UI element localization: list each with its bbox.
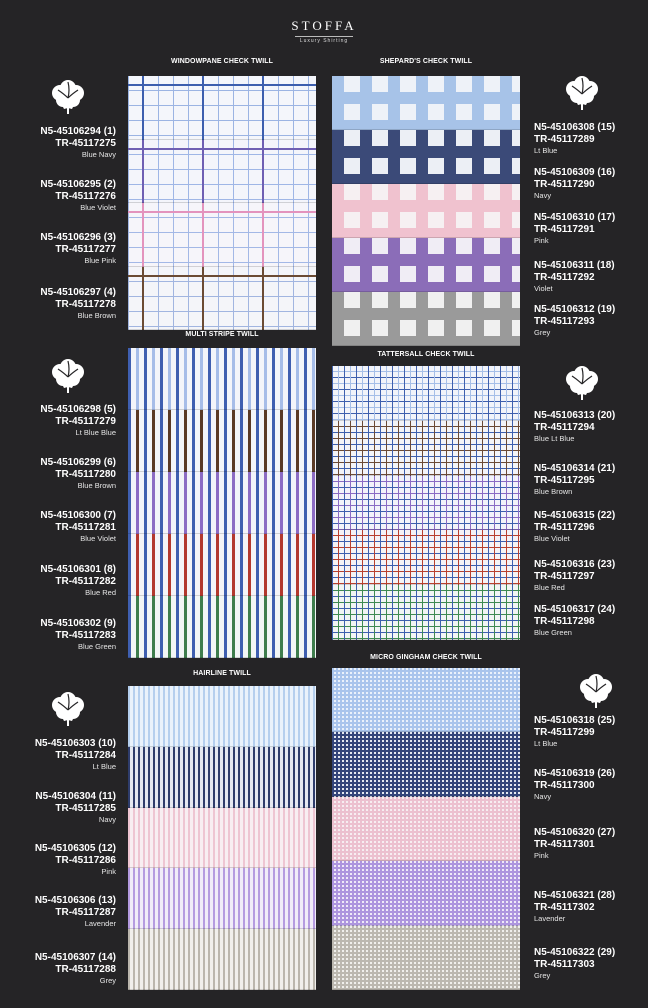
brand-tagline: Luxury Shirting [299,38,349,44]
section-title: MULTI STRIPE TWILL [185,331,259,338]
fabric-code: N5-45106299 (6) [40,457,116,468]
fabric-label [35,738,116,772]
color-name: Blue Green [78,642,116,651]
tr-code: TR-45117292 [534,272,595,283]
color-name: Blue Violet [534,534,570,543]
fabric-code: N5-45106295 (2) [40,179,116,190]
fabric-label [40,510,116,544]
tr-code: TR-45117297 [534,571,595,582]
tr-code: TR-45117302 [534,902,595,913]
color-name: Blue Brown [77,311,116,320]
color-name: Grey [534,328,551,337]
brand-header [0,18,648,44]
fabric-label [534,510,615,544]
fabric-code: N5-45106312 (19) [534,304,616,315]
fabric-label [35,895,116,929]
section-title: SHEPARD'S CHECK TWILL [379,58,473,65]
fabric-code: N5-45106298 (5) [40,404,116,415]
fabric-code: N5-45106319 (26) [534,768,616,779]
color-name: Grey [534,971,551,980]
fabric-code: N5-45106306 (13) [34,895,116,906]
fabric-label [534,947,615,981]
fabric-code: N5-45106314 (21) [534,463,616,474]
tr-code: TR-45117303 [534,959,595,970]
fabric-swatch[interactable] [332,292,520,346]
brand-divider [295,36,353,37]
fabric-code: N5-45106318 (25) [534,715,616,726]
color-name: Blue Brown [77,481,116,490]
fabric-swatch[interactable] [332,476,520,531]
fabric-label [534,768,615,802]
color-name: Blue Violet [80,534,116,543]
fabric-swatch[interactable] [128,868,316,929]
fabric-swatch[interactable] [128,76,316,140]
color-name: Blue Pink [84,256,116,265]
fabric-label [534,827,615,861]
tr-code: TR-45117283 [55,630,116,641]
color-name: Navy [534,191,552,200]
color-name: Pink [101,867,116,876]
fabric-swatch[interactable] [332,668,520,732]
fabric-label [40,232,116,266]
fabric-swatch[interactable] [332,421,520,476]
fabric-label [534,715,615,749]
fabric-swatch[interactable] [332,797,520,861]
fabric-code: N5-45106305 (12) [34,843,116,854]
fabric-swatch[interactable] [332,585,520,640]
section-title: MICRO GINGHAM CHECK TWILL [370,654,482,661]
tr-code: TR-45117282 [55,576,116,587]
fabric-swatch[interactable] [128,203,316,267]
cotton-boll-icon [562,364,602,402]
swatch-column [332,76,520,346]
tr-code: TR-45117300 [534,780,595,791]
tr-code: TR-45117285 [55,803,116,814]
fabric-code: N5-45106307 (14) [34,952,116,963]
fabric-code: N5-45106294 (1) [40,126,116,137]
cotton-boll-icon [48,78,88,116]
fabric-swatch[interactable] [332,861,520,925]
fabric-code: N5-45106317 (24) [534,604,616,615]
tr-code: TR-45117276 [55,191,116,202]
fabric-label [534,122,615,156]
tr-code: TR-45117296 [534,522,595,533]
color-name: Navy [534,792,552,801]
fabric-code: N5-45106300 (7) [40,510,116,521]
fabric-label [534,260,615,294]
fabric-swatch[interactable] [128,929,316,990]
color-name: Blue Lt Blue [534,434,575,443]
fabric-label [40,457,116,491]
tr-code: TR-45117275 [55,138,116,149]
fabric-code: N5-45106311 (18) [534,260,615,271]
fabric-swatch[interactable] [128,534,316,596]
fabric-label [534,167,615,201]
fabric-swatch[interactable] [128,410,316,472]
fabric-code: N5-45106313 (20) [534,410,616,421]
fabric-code: N5-45106321 (28) [534,890,616,901]
color-name: Navy [98,815,116,824]
fabric-label [534,463,615,497]
fabric-swatch[interactable] [128,140,316,204]
color-name: Blue Green [534,628,572,637]
color-name: Grey [99,976,116,985]
cotton-boll-icon [48,357,88,395]
tr-code: TR-45117295 [534,475,595,486]
tr-code: TR-45117284 [55,750,116,761]
fabric-swatch[interactable] [128,686,316,747]
color-name: Lt Blue Blue [75,428,116,437]
tr-code: TR-45117289 [534,134,595,145]
cotton-boll-icon [562,74,602,112]
fabric-swatch[interactable] [128,596,316,658]
fabric-swatch[interactable] [332,926,520,990]
brand-name: STOFFA [291,18,357,33]
swatch-column [128,348,316,658]
tr-code: TR-45117278 [55,299,116,310]
color-name: Blue Navy [81,150,116,159]
color-name: Lavender [534,914,566,923]
fabric-swatch[interactable] [332,530,520,585]
fabric-label [40,179,116,213]
fabric-code: N5-45106315 (22) [534,510,616,521]
color-name: Blue Violet [80,203,116,212]
fabric-code: N5-45106301 (8) [40,564,116,575]
fabric-label [534,212,615,246]
fabric-swatch[interactable] [332,238,520,292]
swatch-column [128,76,316,330]
fabric-label [40,126,116,160]
tr-code: TR-45117293 [534,316,595,327]
tr-code: TR-45117301 [534,839,595,850]
fabric-label [534,604,615,638]
tr-code: TR-45117277 [55,244,116,255]
tr-code: TR-45117291 [534,224,595,235]
color-name: Blue Red [85,588,116,597]
color-name: Lavender [84,919,116,928]
fabric-code: N5-45106296 (3) [40,232,116,243]
fabric-code: N5-45106309 (16) [534,167,616,178]
tr-code: TR-45117298 [534,616,595,627]
fabric-label [40,618,116,652]
fabric-swatch[interactable] [128,348,316,410]
color-name: Pink [534,236,549,245]
tr-code: TR-45117288 [55,964,116,975]
fabric-swatch[interactable] [332,732,520,796]
tr-code: TR-45117290 [534,179,595,190]
color-name: Blue Brown [534,487,573,496]
fabric-label [40,564,116,598]
tr-code: TR-45117299 [534,727,595,738]
fabric-code: N5-45106304 (11) [35,791,116,802]
cotton-boll-icon [576,672,616,710]
tr-code: TR-45117286 [55,855,116,866]
tr-code: TR-45117280 [55,469,116,480]
tr-code: TR-45117279 [55,416,116,427]
section-title: HAIRLINE TWILL [193,670,251,677]
tr-code: TR-45117281 [55,522,116,533]
color-name: Blue Red [534,583,565,592]
fabric-code: N5-45106297 (4) [40,287,116,298]
fabric-code: N5-45106320 (27) [534,827,616,838]
fabric-swatch[interactable] [128,808,316,869]
swatch-column [128,686,316,990]
tr-code: TR-45117287 [55,907,116,918]
fabric-label [534,890,615,924]
tr-code: TR-45117294 [534,422,595,433]
color-name: Lt Blue [92,762,116,771]
swatch-column [332,366,520,640]
fabric-label [534,304,615,338]
fabric-label [40,404,116,438]
section-title: WINDOWPANE CHECK TWILL [170,58,273,65]
fabric-swatch[interactable] [332,130,520,184]
color-name: Pink [534,851,549,860]
fabric-label [35,952,116,986]
fabric-label [534,559,615,593]
fabric-code: N5-45106316 (23) [534,559,616,570]
fabric-swatch[interactable] [128,472,316,534]
fabric-swatch[interactable] [332,366,520,421]
section-title: TATTERSALL CHECK TWILL [377,351,475,358]
color-name: Lt Blue [534,739,558,748]
fabric-label [35,843,116,877]
fabric-swatch[interactable] [128,747,316,808]
swatch-column [332,668,520,990]
fabric-swatch[interactable] [332,76,520,130]
fabric-label [534,410,615,444]
color-name: Violet [534,284,553,293]
fabric-code: N5-45106322 (29) [534,947,616,958]
fabric-code: N5-45106308 (15) [534,122,616,133]
fabric-code: N5-45106302 (9) [40,618,116,629]
fabric-code: N5-45106310 (17) [534,212,616,223]
fabric-label [40,287,116,321]
color-name: Lt Blue [534,146,558,155]
fabric-swatch[interactable] [128,267,316,331]
fabric-label [35,791,116,825]
fabric-code: N5-45106303 (10) [34,738,116,749]
cotton-boll-icon [48,690,88,728]
fabric-swatch[interactable] [332,184,520,238]
